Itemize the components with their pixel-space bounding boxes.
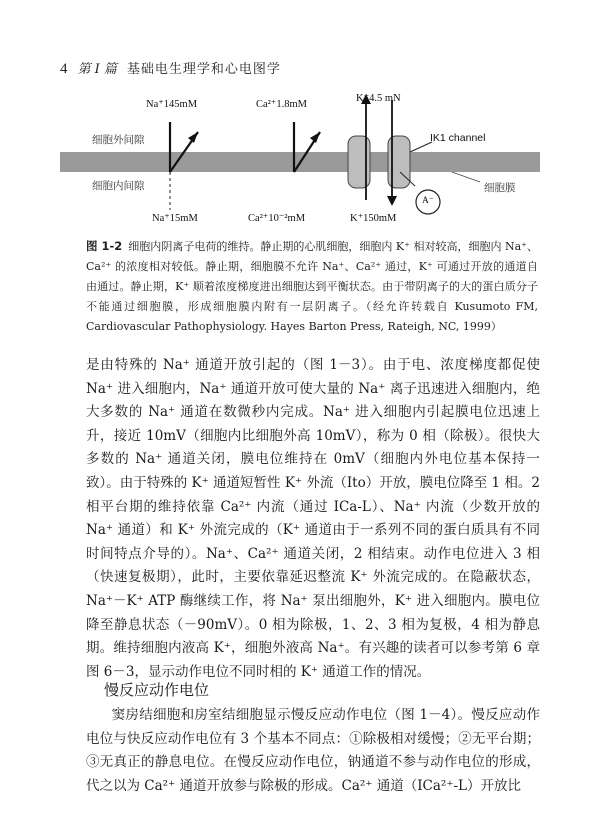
section-heading: 慢反应动作电位 — [104, 681, 210, 699]
k-out-label: K⁺4.5 mN — [356, 93, 401, 104]
k-channel — [348, 94, 432, 206]
part-label: 第 I 篇 — [77, 62, 117, 77]
na-out-label: Na⁺145mM — [146, 99, 198, 110]
ca-in-label: Ca²⁺10⁻²mM — [248, 213, 306, 224]
figure-caption — [86, 236, 538, 337]
channel-label: IK1 channel — [430, 132, 486, 144]
outside-label: 细胞外间隙 — [92, 134, 145, 146]
inside-label: 细胞内间隙 — [92, 180, 145, 192]
page-number: 4 — [60, 61, 68, 77]
caption-text: 细胞内阴离子电荷的维持。静止期的心肌细胞，细胞内 K⁺ 相对较高，细胞内 Na⁺、Ca²⁺ 的浓度相对较低。静止期，细胞膜不允许 Na⁺、Ca²⁺ 通过，K⁺ 可通过开放的通道自由通过。静止期，K⁺ 顺着浓度梯度进出细胞达到平衡状态。由于带阴离子的大的蛋白质分子不能通过细胞膜，形成细胞膜内附有一层阴离子。（经允许转载自 Kusumoto FM, Cardiovascular Pathophysiology. Hayes Barton Press, Rateigh, NC, 1999） — [86, 240, 538, 333]
k-in-label: K⁺150mM — [350, 213, 397, 224]
na-in-label: Na⁺15mM — [152, 213, 198, 224]
anion-label: A⁻ — [422, 196, 434, 206]
page-header — [60, 58, 281, 78]
paragraph: 是由特殊的 Na⁺ 通道开放引起的（图 1－3）。由于电、浓度梯度都促使 Na⁺ 进入细胞内，Na⁺ 通道开放可使大量的 Na⁺ 离子迅速进入细胞内，绝大多数的 Na⁺ 通道在数微秒内完成。Na⁺ 进入细胞内引起膜电位迅速上升，接近 10mV（细胞内比细胞外高 10mV），称为 0 相（除极）。很快大多数的 Na⁺ 通道关闭，膜电位维持在 0mV（细胞内外电位基本保持一致）。由于特殊的 K⁺ 通道短暂性 K⁺ 外流（Ito）开放，膜电位降至 1 相。2 相平台期的维持依靠 Ca²⁺ 内流（通过 ICa-L）、Na⁺ 内流（少数开放的 Na⁺ 通道）和 K⁺ 外流完成的（K⁺ 通道由于一系列不同的蛋白质具有不同时间特点介导的）。Na⁺、Ca²⁺ 通道关闭，2 相结束。动作电位进入 3 相（快速复极期），此时，主要依靠延迟整流 K⁺ 外流完成的。在隐蔽状态，Na⁺－K⁺ ATP 酶继续工作，将 Na⁺ 泵出细胞外，K⁺ 进入细胞内。膜电位降至静息状态（－90mV）。0 相为除极，1、2、3 相为复极，4 相为静息期。维持细胞内液高 K⁺，细胞外液高 Na⁺。有兴趣的读者可以参考第 6 章图 6－3，显示动作电位不同时相的 K⁺ 通道工作的情况。 — [86, 357, 540, 680]
ca-out-label: Ca²⁺1.8mM — [256, 99, 307, 110]
figure-number: 图 1-2 — [86, 239, 123, 253]
book-title: 基础电生理学和心电图学 — [126, 62, 281, 77]
figure-ion-diagram — [60, 80, 540, 230]
body-text — [86, 354, 540, 684]
membrane-label: 细胞膜 — [484, 182, 516, 194]
paragraph: 窦房结细胞和房室结细胞显示慢反应动作电位（图 1－4）。慢反应动作电位与快反应动作电位有 3 个基本不同点：①除极相对缓慢；②无平台期；③无真正的静息电位。在慢反应动作电位，钠通道不参与动作电位的形成，代之以为 Ca²⁺ 通道开放参与除极的形成。Ca²⁺ 通道（ICa²⁺-L）开放比 — [86, 707, 540, 794]
